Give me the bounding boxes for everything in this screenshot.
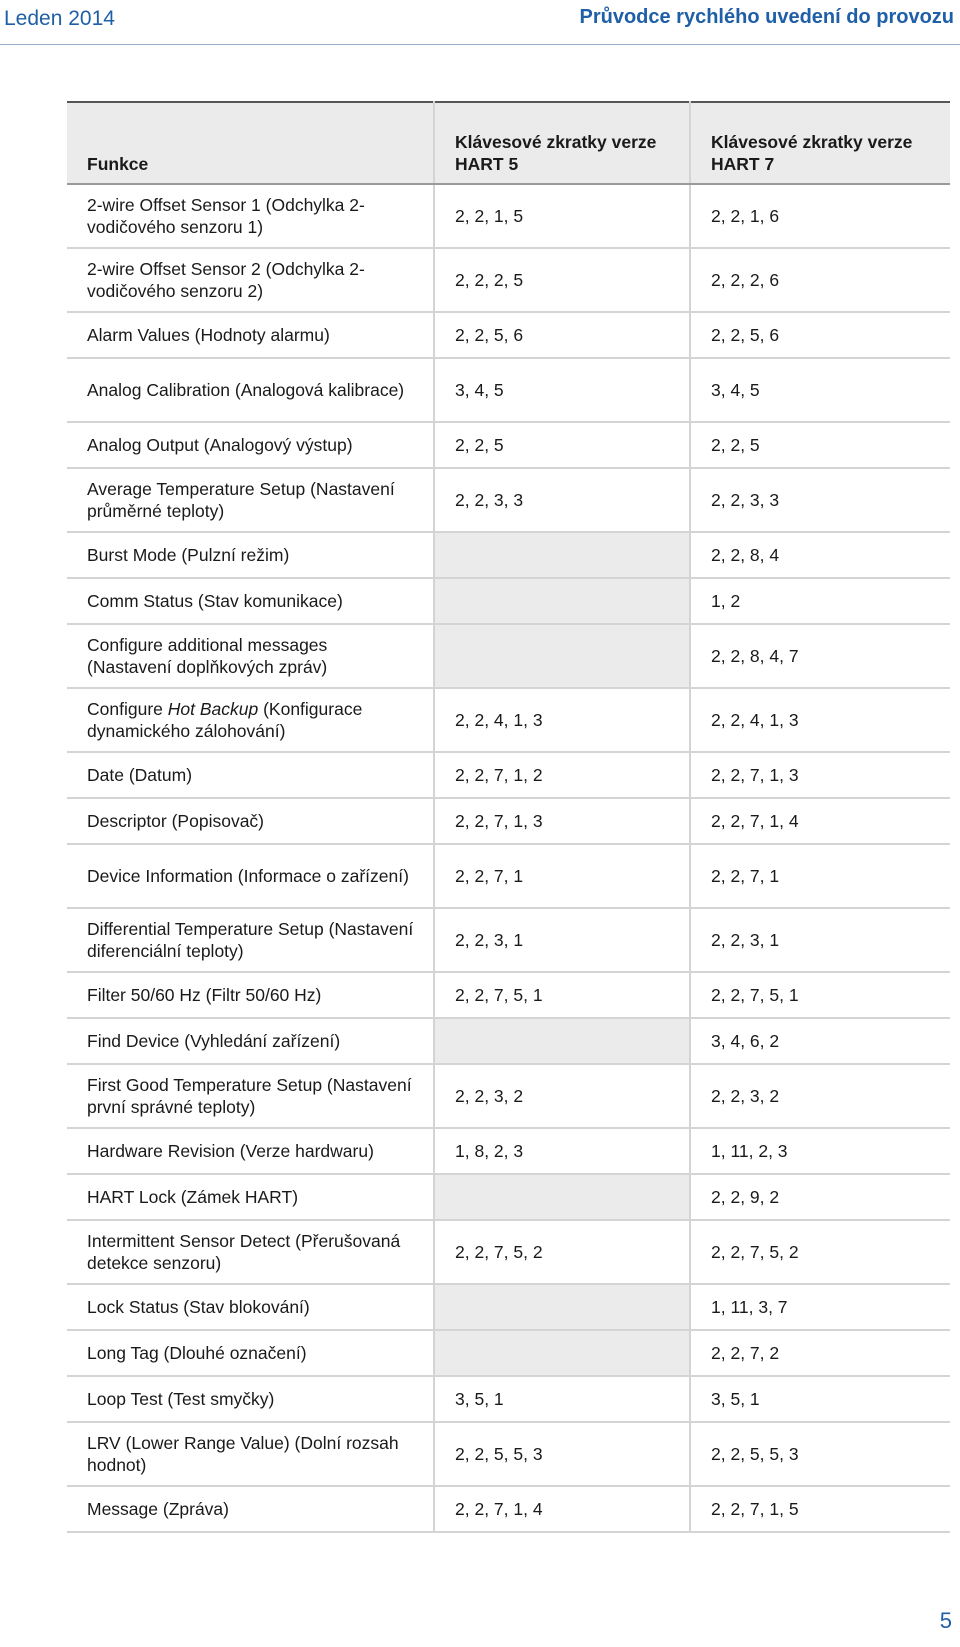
hart5-cell: 2, 2, 7, 5, 1 xyxy=(434,972,690,1018)
hart7-cell: 3, 4, 5 xyxy=(690,358,950,422)
hart7-cell: 1, 2 xyxy=(690,578,950,624)
table-row xyxy=(67,468,950,532)
function-cell: Burst Mode (Pulzní režim) xyxy=(67,532,434,578)
header-rule xyxy=(0,44,960,45)
function-cell: Analog Calibration (Analogová kalibrace) xyxy=(67,358,434,422)
hart7-cell: 2, 2, 4, 1, 3 xyxy=(690,688,950,752)
function-cell: HART Lock (Zámek HART) xyxy=(67,1174,434,1220)
function-cell: Find Device (Vyhledání zařízení) xyxy=(67,1018,434,1064)
function-cell: Loop Test (Test smyčky) xyxy=(67,1376,434,1422)
table-row xyxy=(67,752,950,798)
hart5-cell: 2, 2, 5 xyxy=(434,422,690,468)
hart7-cell: 2, 2, 1, 6 xyxy=(690,184,950,248)
hart5-cell: 2, 2, 3, 2 xyxy=(434,1064,690,1128)
function-text: Configure xyxy=(87,699,168,719)
hart5-cell: 2, 2, 1, 5 xyxy=(434,184,690,248)
table-row xyxy=(67,184,950,248)
function-cell xyxy=(67,688,434,752)
function-cell: Alarm Values (Hodnoty alarmu) xyxy=(67,312,434,358)
table-row xyxy=(67,688,950,752)
hart7-cell: 2, 2, 7, 1, 4 xyxy=(690,798,950,844)
hart7-cell: 2, 2, 7, 2 xyxy=(690,1330,950,1376)
hart5-cell: 3, 5, 1 xyxy=(434,1376,690,1422)
table-row xyxy=(67,1376,950,1422)
column-header-hart5: Klávesové zkratky verze HART 5 xyxy=(434,102,690,184)
function-cell: Intermittent Sensor Detect (Přerušovaná detekce senzoru) xyxy=(67,1220,434,1284)
table-row xyxy=(67,1284,950,1330)
hart7-cell: 1, 11, 2, 3 xyxy=(690,1128,950,1174)
hart7-cell: 1, 11, 3, 7 xyxy=(690,1284,950,1330)
hart7-cell: 2, 2, 5 xyxy=(690,422,950,468)
hart5-cell: 2, 2, 7, 1, 2 xyxy=(434,752,690,798)
table-row xyxy=(67,1486,950,1532)
table-row xyxy=(67,1330,950,1376)
hart5-cell xyxy=(434,1174,690,1220)
page-number: 5 xyxy=(939,1608,952,1633)
table-row xyxy=(67,908,950,972)
table-header-row xyxy=(67,102,950,184)
function-cell: LRV (Lower Range Value) (Dolní rozsah hodnot) xyxy=(67,1422,434,1486)
hart7-cell: 2, 2, 9, 2 xyxy=(690,1174,950,1220)
hart5-cell xyxy=(434,1330,690,1376)
hart7-cell: 2, 2, 7, 5, 1 xyxy=(690,972,950,1018)
hart5-cell: 2, 2, 7, 5, 2 xyxy=(434,1220,690,1284)
table-row xyxy=(67,1018,950,1064)
table-row xyxy=(67,248,950,312)
table-row xyxy=(67,1220,950,1284)
function-cell: Differential Temperature Setup (Nastavení diferenciální teploty) xyxy=(67,908,434,972)
table-row xyxy=(67,624,950,688)
hart5-cell: 2, 2, 3, 3 xyxy=(434,468,690,532)
function-cell: Long Tag (Dlouhé označení) xyxy=(67,1330,434,1376)
hart5-cell: 2, 2, 7, 1, 4 xyxy=(434,1486,690,1532)
hart5-cell xyxy=(434,624,690,688)
hart5-cell xyxy=(434,532,690,578)
hart7-cell: 2, 2, 7, 5, 2 xyxy=(690,1220,950,1284)
hart5-cell: 2, 2, 2, 5 xyxy=(434,248,690,312)
hart7-cell: 2, 2, 2, 6 xyxy=(690,248,950,312)
function-cell: Message (Zpráva) xyxy=(67,1486,434,1532)
table-row xyxy=(67,578,950,624)
table-row xyxy=(67,1128,950,1174)
page-header xyxy=(0,0,960,46)
hart7-cell: 2, 2, 5, 5, 3 xyxy=(690,1422,950,1486)
table-body xyxy=(67,184,950,1532)
table-row xyxy=(67,422,950,468)
column-header-hart7: Klávesové zkratky verze HART 7 xyxy=(690,102,950,184)
hart5-cell xyxy=(434,578,690,624)
table-row xyxy=(67,532,950,578)
function-cell: Configure additional messages (Nastavení doplňkových zpráv) xyxy=(67,624,434,688)
hart7-cell: 2, 2, 7, 1, 3 xyxy=(690,752,950,798)
hart7-cell: 2, 2, 3, 1 xyxy=(690,908,950,972)
function-cell: Lock Status (Stav blokování) xyxy=(67,1284,434,1330)
table-row xyxy=(67,1174,950,1220)
table-row xyxy=(67,358,950,422)
hart7-cell: 3, 5, 1 xyxy=(690,1376,950,1422)
hart7-cell: 2, 2, 3, 3 xyxy=(690,468,950,532)
table-row xyxy=(67,1422,950,1486)
function-text: (Konfigurace dynamického zálohování) xyxy=(87,699,363,741)
hart5-cell: 2, 2, 7, 1 xyxy=(434,844,690,908)
table-row xyxy=(67,312,950,358)
hart7-cell: 2, 2, 5, 6 xyxy=(690,312,950,358)
header-title: Průvodce rychlého uvedení do provozu xyxy=(579,6,954,28)
hart5-cell xyxy=(434,1018,690,1064)
table-row xyxy=(67,1064,950,1128)
hart7-cell: 2, 2, 3, 2 xyxy=(690,1064,950,1128)
function-cell: Hardware Revision (Verze hardwaru) xyxy=(67,1128,434,1174)
function-cell: Comm Status (Stav komunikace) xyxy=(67,578,434,624)
hart7-cell: 2, 2, 8, 4 xyxy=(690,532,950,578)
hart5-cell: 2, 2, 4, 1, 3 xyxy=(434,688,690,752)
function-cell: Descriptor (Popisovač) xyxy=(67,798,434,844)
shortcut-table xyxy=(67,101,950,1533)
hart7-cell: 3, 4, 6, 2 xyxy=(690,1018,950,1064)
hart5-cell: 2, 2, 3, 1 xyxy=(434,908,690,972)
hart5-cell: 2, 2, 5, 6 xyxy=(434,312,690,358)
function-cell: First Good Temperature Setup (Nastavení první správné teploty) xyxy=(67,1064,434,1128)
header-date: Leden 2014 xyxy=(4,7,115,30)
function-cell: 2-wire Offset Sensor 1 (Odchylka 2-vodičového senzoru 1) xyxy=(67,184,434,248)
hart5-cell xyxy=(434,1284,690,1330)
function-cell: Date (Datum) xyxy=(67,752,434,798)
function-cell: Analog Output (Analogový výstup) xyxy=(67,422,434,468)
function-cell: 2-wire Offset Sensor 2 (Odchylka 2-vodičového senzoru 2) xyxy=(67,248,434,312)
column-header-function: Funkce xyxy=(67,102,434,184)
function-cell: Device Information (Informace o zařízení) xyxy=(67,844,434,908)
function-cell: Filter 50/60 Hz (Filtr 50/60 Hz) xyxy=(67,972,434,1018)
table-row xyxy=(67,844,950,908)
hart5-cell: 3, 4, 5 xyxy=(434,358,690,422)
hart7-cell: 2, 2, 7, 1 xyxy=(690,844,950,908)
function-cell: Average Temperature Setup (Nastavení průměrné teploty) xyxy=(67,468,434,532)
function-text-italic: Hot Backup xyxy=(167,699,259,719)
hart5-cell: 2, 2, 7, 1, 3 xyxy=(434,798,690,844)
hart5-cell: 2, 2, 5, 5, 3 xyxy=(434,1422,690,1486)
hart7-cell: 2, 2, 7, 1, 5 xyxy=(690,1486,950,1532)
hart7-cell: 2, 2, 8, 4, 7 xyxy=(690,624,950,688)
hart5-cell: 1, 8, 2, 3 xyxy=(434,1128,690,1174)
table-row xyxy=(67,972,950,1018)
table-row xyxy=(67,798,950,844)
